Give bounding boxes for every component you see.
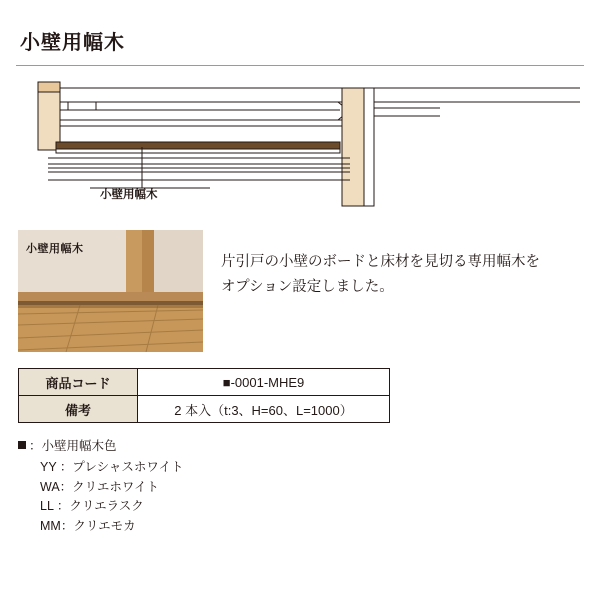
color-notes-lead-text: ：小壁用幅木色: [29, 439, 117, 453]
list-item: MM：クリエモカ: [40, 518, 136, 533]
drawing-callout-label: 小壁用幅木: [100, 189, 158, 201]
description-line-2: オプション設定しました。: [221, 279, 394, 296]
spec-row-header: 商品コード: [19, 369, 138, 396]
list-item: YY ：プレシャスホワイト: [40, 460, 184, 475]
photo-label: 小壁用幅木: [26, 243, 84, 255]
page-title: 小壁用幅木: [20, 32, 125, 54]
color-notes-lead: [18, 437, 586, 456]
spec-row-header: 備考: [19, 396, 138, 423]
description-line-1: 片引戸の小壁のボードと床材を見切る専用幅木を: [221, 254, 540, 270]
photo-description-row: [18, 230, 586, 352]
color-notes: [18, 437, 586, 536]
technical-drawing: [20, 80, 580, 220]
product-description: [221, 230, 540, 301]
table-row: [19, 396, 390, 423]
list-item: LL ：クリエラスク: [40, 499, 144, 514]
title-divider: [16, 65, 584, 66]
spec-table: [18, 368, 390, 423]
spec-row-value: ■-0001-MHE9: [138, 369, 390, 396]
table-row: [19, 369, 390, 396]
filled-square-icon: [18, 441, 26, 449]
product-photo: [18, 230, 203, 352]
list-item: WA：クリエホワイト: [40, 479, 160, 494]
spec-row-value: 2 本入（t:3、H=60、L=1000）: [138, 396, 390, 423]
